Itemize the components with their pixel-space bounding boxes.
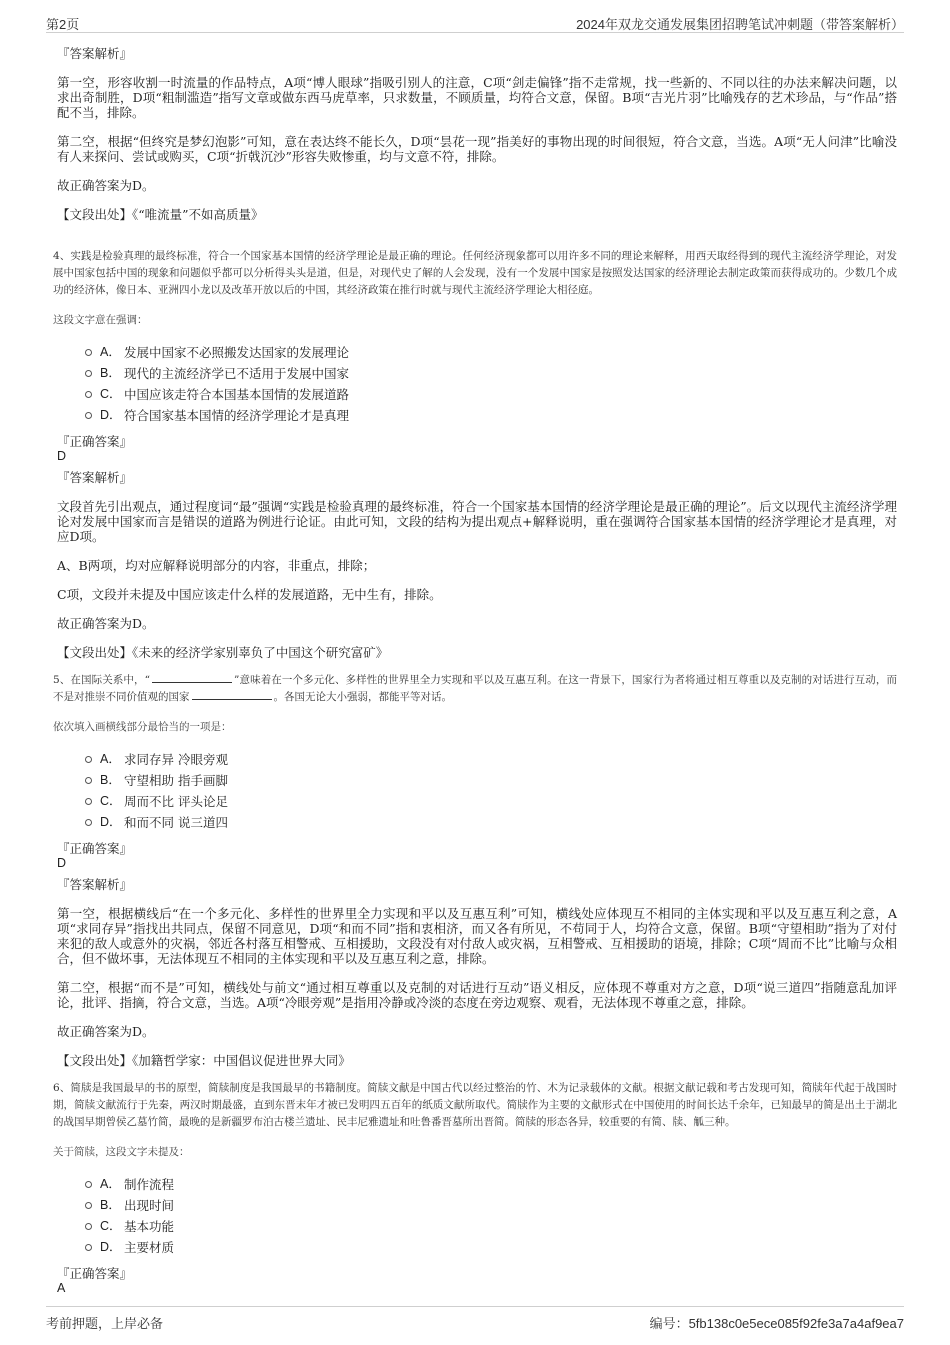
answer-label: 『正确答案』 <box>57 841 133 856</box>
radio-icon[interactable] <box>85 777 92 784</box>
analysis-paragraph: 文段首先引出观点，通过程度词“最”强调“实践是检验真理的最终标准，符合一个国家基本国情的经济学理论是最正确的理论”。后文以现代主流经济学理论对发展中国家而言是错误的道路为例进行论证。由此可知，文段的结构为提出观点+解释说明，重在强调符合国家基本国情的经济学理论才是真理，对应D项。 <box>57 499 897 544</box>
conclusion: 故正确答案为D。 <box>57 616 155 631</box>
analysis-label: 『答案解析』 <box>57 46 133 61</box>
radio-icon[interactable] <box>85 1181 92 1188</box>
question-prompt: 依次填入画横线部分最恰当的一项是： <box>53 721 232 733</box>
answer-value: A <box>57 1281 66 1295</box>
fill-blank <box>192 689 272 700</box>
option-c[interactable]: C． 周而不比 评头论足 <box>85 791 897 812</box>
radio-icon[interactable] <box>85 1202 92 1209</box>
conclusion: 故正确答案为D。 <box>57 1024 155 1039</box>
conclusion: 故正确答案为D。 <box>57 178 155 193</box>
question-6: 6、简牍是我国最早的书的原型，简牍制度是我国最早的书籍制度。简牍文献是中国古代以经过整治的竹、木为记录载体的文献。根据文献记载和考古发现可知，简牍年代起于战国时期，简牍文献流行于先秦，两汉时期最盛，直到东晋末年才被已发明四五百年的纸质文献所取代。简牍作为主要的文献形式在中国使用的时间长达千余年，已知最早的简是出土于湖北的战国早期曾侯乙墓竹简，最晚的是新疆罗布泊古楼兰遗址、民丰尼雅遗址和吐鲁番晋墓所出晋简。简牍的形态各异，较重要的有简、牍、觚三种。 <box>53 1082 897 1128</box>
option-a[interactable]: A． 发展中国家不必照搬发达国家的发展理论 <box>85 342 897 363</box>
document-id: 编号：5fb138c0e5ece085f92fe3a7a4af9ea7 <box>649 1316 904 1331</box>
option-b[interactable]: B． 出现时间 <box>85 1195 897 1216</box>
options-q5 <box>85 749 897 833</box>
option-c[interactable]: C． 基本功能 <box>85 1216 897 1237</box>
radio-icon[interactable] <box>85 370 92 377</box>
options-q4 <box>85 342 897 426</box>
footer-slogan: 考前押题，上岸必备 <box>46 1316 164 1331</box>
radio-icon[interactable] <box>85 819 92 826</box>
analysis-label: 『答案解析』 <box>57 877 133 892</box>
answer-value: D <box>57 449 67 463</box>
question-prompt: 关于简牍，这段文字未提及： <box>53 1146 190 1158</box>
analysis-paragraph: 第一空，根据横线后“在一个多元化、多样性的世界里全力实现和平以及互惠互利”可知，横线处应体现互不相同的主体实现和平以及互惠互利之意，A项“求同存异”指找出共同点，保留不同意见，D项“和而不同”指和衷相济，而又各有所见，不苟同于人，均符合文意，保留。B项“守望相助”指为了对付来犯的敌人或意外的灾祸，邻近各村落互相警戒、互相援助，文段没有对付敌人或灾祸，互相警戒、互相援助的语境，排除；C项“周而不比”比喻与众相合，但不做坏事，无法体现互不相同的主体实现和平以及互惠互利之意，排除。 <box>57 906 897 966</box>
question-4: 4、实践是检验真理的最终标准，符合一个国家基本国情的经济学理论是最正确的理论。任何经济现象都可以用许多不同的理论来解释，用西天取经得到的现代主流经济学理论，对发展中国家包括中国的现象和问题似乎都可以分析得头头是道，但是，对现代史了解的人会发现，没有一个发展中国家是按照发达国家的经济理论去制定政策而获得成功的。少数几个成功的经济体，像日本、亚洲四小龙以及改革开放以后的中国，其经济政策在推行时就与现代主流经济学理论大相径庭。 <box>53 250 897 296</box>
option-d[interactable]: D． 主要材质 <box>85 1237 897 1258</box>
source-note: 【文段出处】《“唯流量”不如高质量》 <box>57 207 264 222</box>
option-d[interactable]: D． 和而不同 说三道四 <box>85 812 897 833</box>
answer-label: 『正确答案』 <box>57 434 133 449</box>
analysis-paragraph: A、B两项，均对应解释说明部分的内容，非重点，排除； <box>57 558 376 573</box>
fill-blank <box>152 672 232 683</box>
analysis-paragraph: 第二空，根据“而不是”可知，横线处与前文“通过相互尊重以及克制的对话进行互动”语义相反，应体现不尊重对方之意，D项“说三道四”指随意乱加评论，批评、指摘，符合文意，当选。A项“冷眼旁观”是指用冷静或冷淡的态度在旁边观察、观看，无法体现不尊重之意，排除。 <box>57 980 897 1010</box>
option-a[interactable]: A． 求同存异 冷眼旁观 <box>85 749 897 770</box>
radio-icon[interactable] <box>85 391 92 398</box>
question-prompt: 这段文字意在强调： <box>53 314 148 326</box>
question-5: 5、在国际关系中，“ ”意味着在一个多元化、多样性的世界里全力实现和平以及互惠互利。在这一背景下，国家行为者将通过相互尊重以及克制的对话进行互动，而不是对推崇不同价值观的国家 。各国无论大小强弱，都能平等对话。 <box>53 674 897 703</box>
radio-icon[interactable] <box>85 756 92 763</box>
analysis-paragraph: 第一空，形容收割一时流量的作品特点，A项“博人眼球”指吸引别人的注意，C项“剑走偏锋”指不走常规，找一些新的、不同以往的办法来解决问题，以求出奇制胜，D项“粗制滥造”指写文章或做东西马虎草率，只求数量，不顾质量，均符合文意，保留。B项“吉光片羽”比喻残存的艺术珍品，与“作品”搭配不当，排除。 <box>57 75 897 120</box>
radio-icon[interactable] <box>85 798 92 805</box>
analysis-paragraph: C项，文段并未提及中国应该走什么样的发展道路，无中生有，排除。 <box>57 587 442 602</box>
option-a[interactable]: A． 制作流程 <box>85 1174 897 1195</box>
source-note: 【文段出处】《加籍哲学家：中国倡议促进世界大同》 <box>57 1053 351 1068</box>
radio-icon[interactable] <box>85 1244 92 1251</box>
content <box>55 40 897 1296</box>
option-b[interactable]: B． 现代的主流经济学已不适用于发展中国家 <box>85 363 897 384</box>
source-note: 【文段出处】《未来的经济学家别辜负了中国这个研究富矿》 <box>57 645 389 660</box>
analysis-paragraph: 第二空，根据“但终究是梦幻泡影”可知，意在表达终不能长久，D项“昙花一现”指美好的事物出现的时间很短，符合文意，当选。A项“无人问津”比喻没有人来探问、尝试或购买，C项“折戟沉沙”形容失败惨重，均与文意不符，排除。 <box>57 134 897 164</box>
radio-icon[interactable] <box>85 412 92 419</box>
option-c[interactable]: C． 中国应该走符合本国基本国情的发展道路 <box>85 384 897 405</box>
options-q6 <box>85 1174 897 1258</box>
analysis-label: 『答案解析』 <box>57 470 133 485</box>
document-title: 2024年双龙交通发展集团招聘笔试冲刺题（带答案解析） <box>576 17 904 32</box>
page-header <box>46 12 904 33</box>
radio-icon[interactable] <box>85 1223 92 1230</box>
page-number: 第2页 <box>46 17 80 32</box>
answer-label: 『正确答案』 <box>57 1266 133 1281</box>
radio-icon[interactable] <box>85 349 92 356</box>
option-d[interactable]: D． 符合国家基本国情的经济学理论才是真理 <box>85 405 897 426</box>
answer-value: D <box>57 856 67 870</box>
page-footer <box>46 1306 904 1333</box>
option-b[interactable]: B． 守望相助 指手画脚 <box>85 770 897 791</box>
